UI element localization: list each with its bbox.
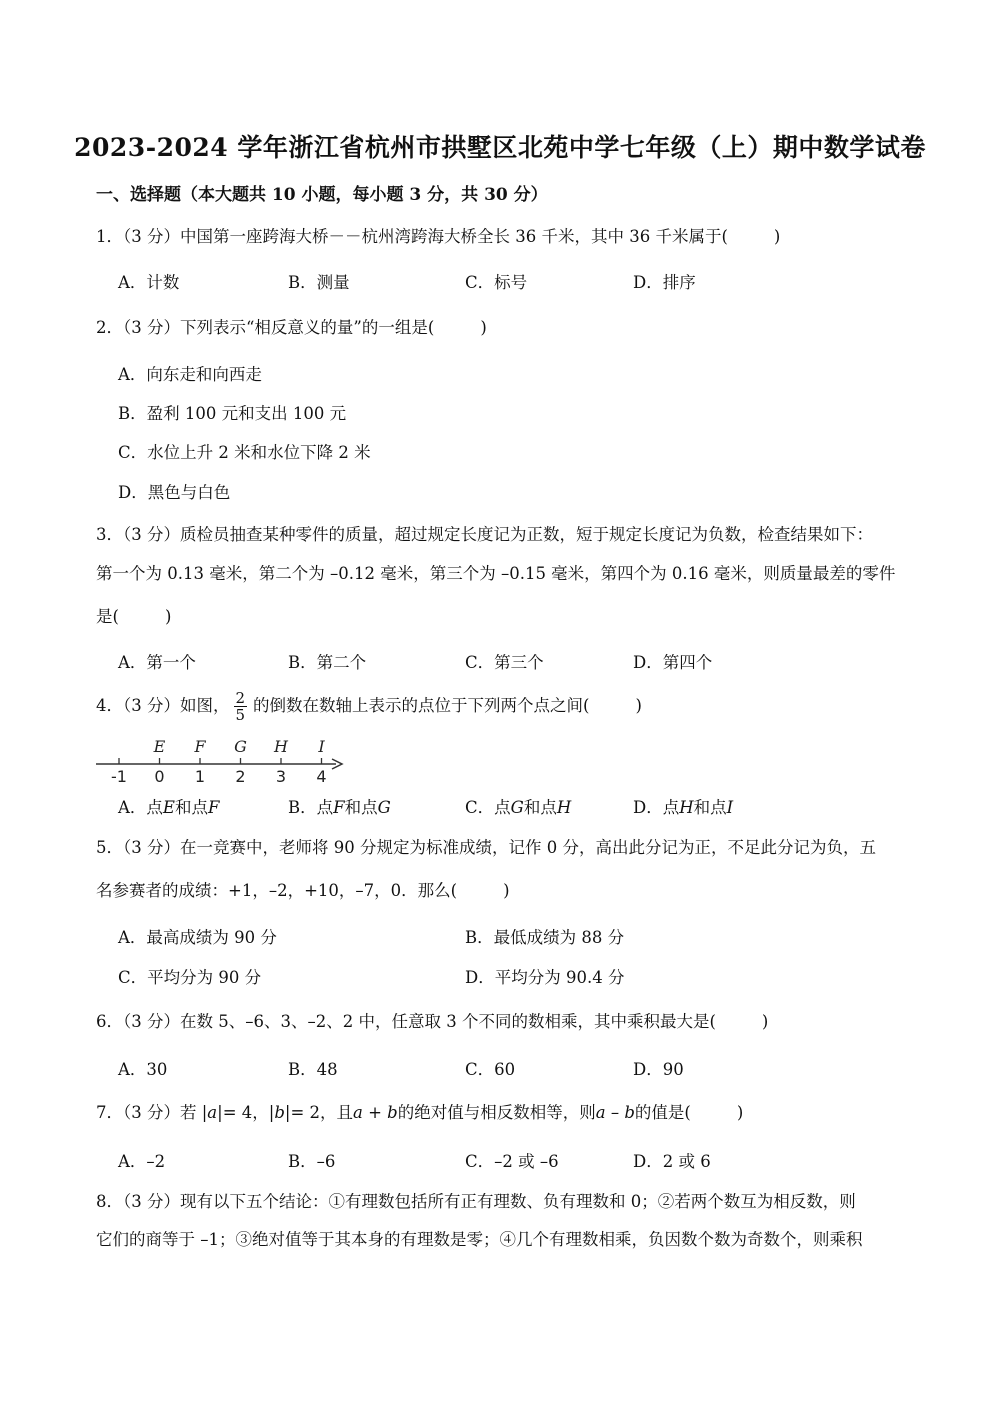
option-c: C．–2 或 –6 [465,1152,559,1171]
number-line-point-label: H [274,737,288,756]
question-2 [96,316,487,340]
option-a: A．向东走和向西走 [118,365,262,384]
option-b: B．–6 [288,1152,336,1171]
option-d: D．黑色与白色 [118,483,231,502]
paren-close: ) [761,1012,769,1031]
option-b: B．最低成绩为 88 分 [465,928,625,947]
option-a: A．–2 [118,1152,166,1171]
question-4: 4．（3 分）如图， $\frac{2}{5}$ 的倒数在数轴上表示的点位于下列两个点之间( ) [96,689,642,724]
number-line-point-label: E [153,737,166,756]
number-line-tick-label: 3 [275,767,287,786]
option-d: D．第四个 [633,653,713,672]
question-text: 2．（3 分）下列表示“相反意义的量”的一组是( [96,318,435,337]
option-b: B．点F和点G [288,798,391,817]
number-line-point-label: I [318,737,325,756]
option-c: C．标号 [465,273,528,292]
question-6: 6．（3 分）在数 5、–6、3、–2、2 中，任意取 3 个不同的数相乘，其中乘积最大是( ) [96,1012,769,1031]
question-3-line-1: 3．（3 分）质检员抽查某种零件的质量，超过规定长度记为正数，短于规定长度记为负数，检查结果如下： [96,525,873,544]
paren-close: ) [635,696,642,715]
option-c: C．水位上升 2 米和水位下降 2 米 [118,443,371,462]
option-b: B．第二个 [288,653,367,672]
question-8-line-1: 8．（3 分）现有以下五个结论：①有理数包括所有正有理数、负有理数和 0；②若两个数互为相反数，则 [96,1192,856,1211]
option-a: A．30 [118,1060,168,1079]
question-5-line-1: 5．（3 分）在一竞赛中，老师将 90 分规定为标准成绩，记作 0 分，高出此分记为正，不足此分记为负，五 [96,838,876,857]
option-a: A．最高成绩为 90 分 [118,928,277,947]
question-text: 1．（3 分）中国第一座跨海大桥－－杭州湾跨海大桥全长 36 千米，其中 36 千米属于( [96,227,728,246]
fraction: $\frac{2}{5}$ [235,689,246,724]
option-b: B．测量 [288,273,350,292]
option-c: C．平均分为 90 分 [118,968,262,987]
number-line-point-label: F [194,737,206,756]
option-d: D．平均分为 90.4 分 [465,968,625,987]
option-c: C．点G和点H [465,798,572,817]
option-c: C．60 [465,1060,516,1079]
option-d: D．2 或 6 [633,1152,711,1171]
option-a: A．第一个 [118,653,196,672]
number-line-figure [96,730,356,790]
paren-close: ) [480,318,487,337]
option-d: D．排序 [633,273,696,292]
section-heading: 一、选择题（本大题共 10 小题，每小题 3 分，共 30 分） [96,185,548,205]
paren-close: ) [503,881,510,900]
number-line-point-label: G [234,737,247,756]
option-d: D．90 [633,1060,684,1079]
option-b: B．盈利 100 元和支出 100 元 [118,404,347,423]
paren-close: ) [773,227,781,246]
option-d: D．点H和点I [633,798,734,817]
question-5-line-2: 名参赛者的成绩：+1，–2，+10，–7，0．那么( ) [96,881,510,900]
option-c: C．第三个 [465,653,544,672]
option-a: A．点E和点F [118,798,220,817]
question-3-line-2: 第一个为 0.13 毫米，第二个为 –0.12 毫米，第三个为 –0.15 毫米，第四个为 0.16 毫米，则质量最差的零件 [96,564,896,583]
option-a: A．计数 [118,273,180,292]
paren-close: ) [164,607,172,626]
question-3-line-3: 是( ) [96,607,172,626]
number-line-tick-label: -1 [111,767,127,786]
paren-close: ) [736,1103,744,1122]
page-title: 2023-2024 学年浙江省杭州市拱墅区北苑中学七年级（上）期中数学试卷 [74,133,926,162]
number-line-tick-label: 1 [194,767,206,786]
question-1 [96,225,780,249]
option-b: B．48 [288,1060,338,1079]
question-8-line-2: 它们的商等于 –1；③绝对值等于其本身的有理数是零；④几个有理数相乘，负因数个数为奇数个，则乘积 [96,1230,863,1249]
question-7: 7．（3 分）若 |a|= 4，|b|= 2，且a + b的绝对值与相反数相等，则a – b的值是( ) [96,1103,744,1122]
number-line-tick-label: 2 [235,767,246,786]
number-line-tick-label: 4 [316,767,327,786]
number-line-tick-label: 0 [154,767,165,786]
